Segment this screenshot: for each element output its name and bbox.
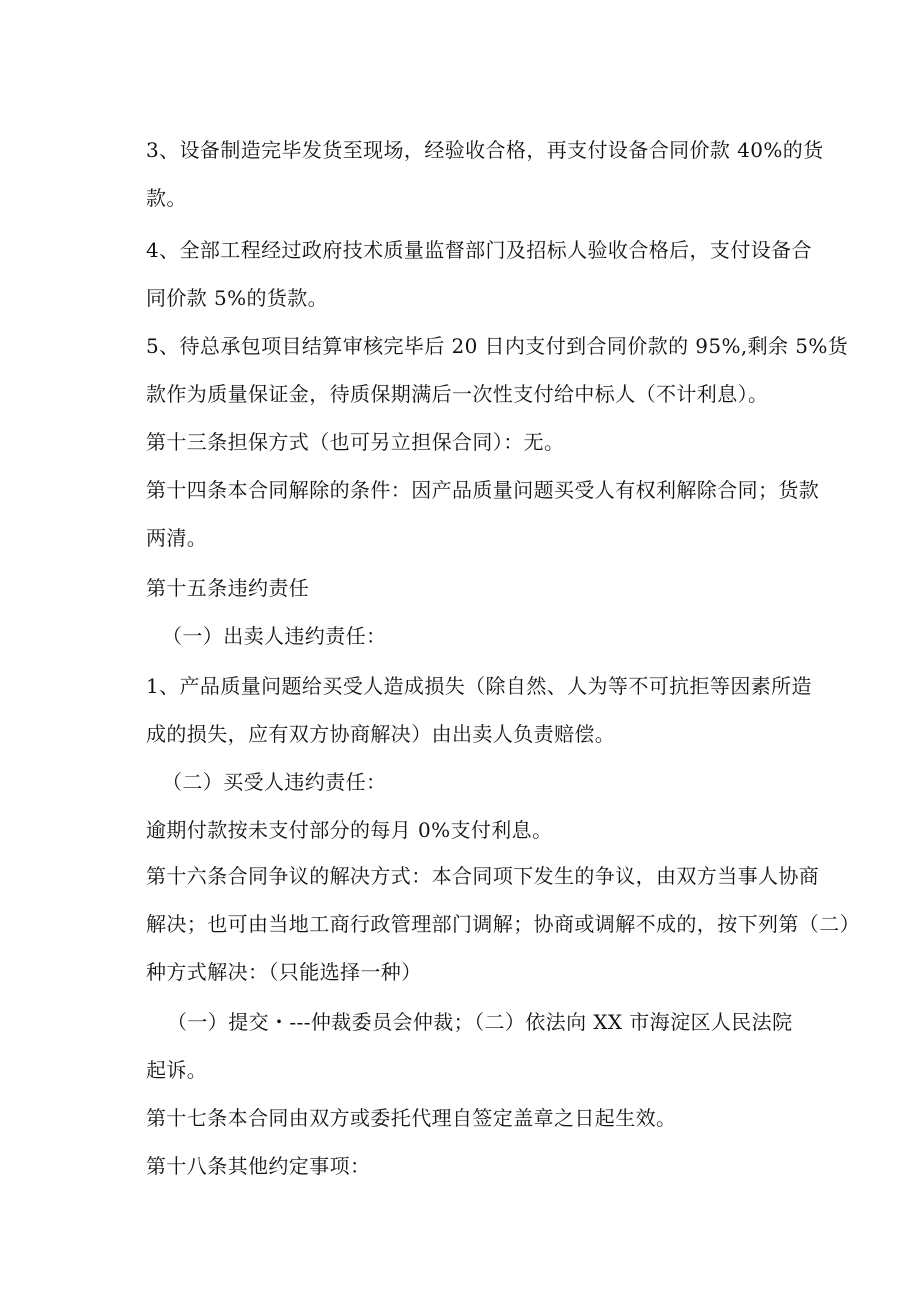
text-line: 两清。 — [146, 526, 208, 550]
text-line: 5、待总承包项目结算审核完毕后 20 日内支付到合同价款的 95%,剩余 5%货 — [146, 334, 849, 358]
paragraph-article-16 — [146, 852, 860, 996]
paragraph-article-17 — [146, 1094, 816, 1142]
paragraph-seller-breach-1 — [146, 662, 816, 758]
paragraph-payment-5 — [146, 322, 849, 418]
text-line: （一）提交・---仲裁委员会仲裁；（二）依法向 XX 市海淀区人民法院 — [167, 1010, 793, 1034]
text-line: 款。 — [146, 186, 187, 210]
text-line: 第十七条本合同由双方或委托代理自签定盖章之日起生效。 — [146, 1106, 677, 1130]
text-line: 第十四条本合同解除的条件：因产品质量问题买受人有权利解除合同；货款 — [146, 478, 820, 502]
paragraph-payment-3 — [146, 126, 824, 222]
text-line: 第十六条合同争议的解决方式：本合同项下发生的争议，由双方当事人协商 — [146, 864, 820, 888]
text-line: （一）出卖人违约责任： — [162, 624, 387, 648]
text-line: 种方式解决：（只能选择一种） — [146, 960, 422, 984]
paragraph-payment-4 — [146, 226, 816, 322]
paragraph-seller-breach-heading — [162, 612, 832, 660]
paragraph-buyer-breach-heading — [162, 758, 832, 806]
text-line: 4、全部工程经过政府技术质量监督部门及招标人验收合格后，支付设备合 — [146, 238, 812, 262]
text-line: 逾期付款按未支付部分的每月 0%支付利息。 — [146, 818, 553, 842]
text-line: （二）买受人违约责任： — [162, 770, 387, 794]
text-line: 第十八条其他约定事项： — [146, 1154, 371, 1178]
text-line: 解决；也可由当地工商行政管理部门调解；协商或调解不成的，按下列第（二） — [146, 912, 860, 936]
paragraph-article-14 — [146, 466, 820, 562]
text-line: 起诉。 — [146, 1058, 208, 1082]
paragraph-article-15 — [146, 564, 816, 612]
paragraph-article-18 — [146, 1142, 816, 1190]
text-line: 第十三条担保方式（也可另立担保合同）：无。 — [146, 430, 565, 454]
paragraph-buyer-breach-1 — [146, 806, 816, 854]
paragraph-dispute-options — [146, 998, 837, 1094]
text-line: 第十五条违约责任 — [146, 576, 310, 600]
text-line: 款作为质量保证金，待质保期满后一次性支付给中标人（不计利息）。 — [146, 382, 769, 406]
text-line: 3、设备制造完毕发货至现场，经验收合格，再支付设备合同价款 40%的货 — [146, 138, 824, 162]
text-line: 1、产品质量问题给买受人造成损失（除自然、人为等不可抗拒等因素所造 — [146, 674, 812, 698]
text-line: 同价款 5%的货款。 — [146, 286, 329, 310]
paragraph-article-13 — [146, 418, 816, 466]
text-line: 成的损失，应有双方协商解决）由出卖人负责赔偿。 — [146, 722, 616, 746]
